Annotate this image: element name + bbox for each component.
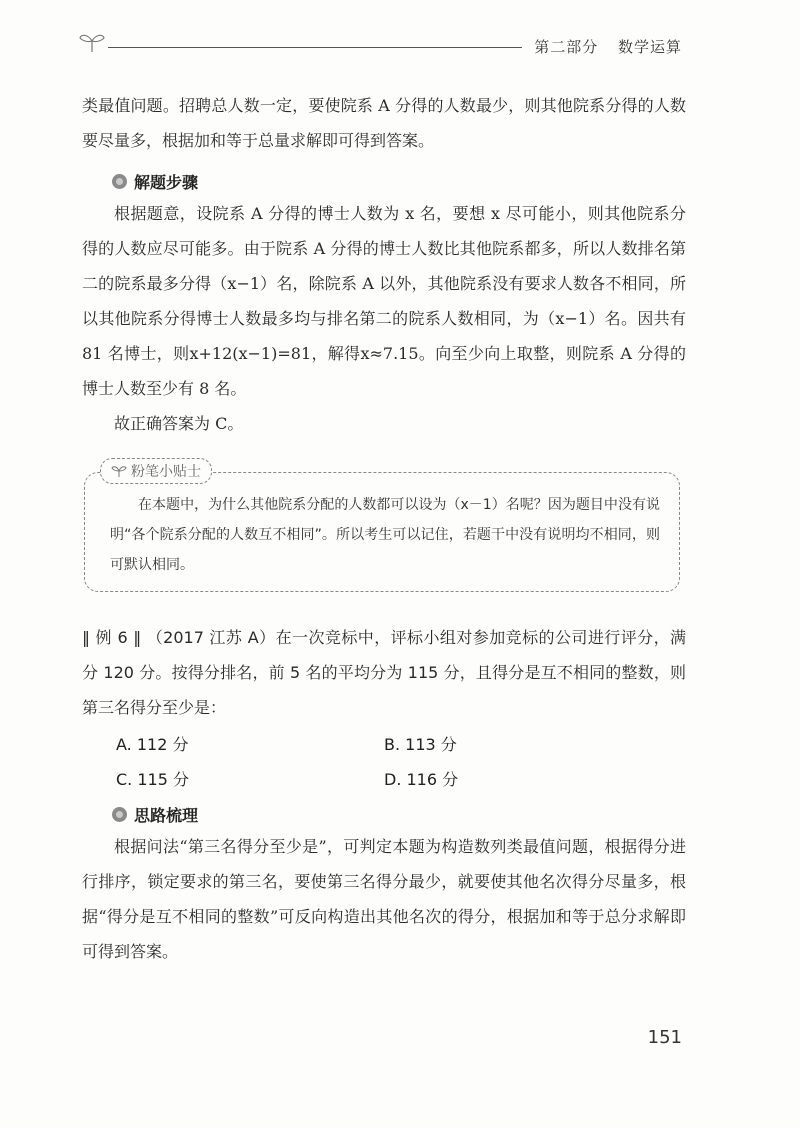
option-a: A. 112 分: [116, 735, 189, 754]
tip-text: 在本题中，为什么其他院系分配的人数都可以设为（x－1）名呢？因为题目中没有说明“各个院系分配的人数互不相同”。所以考生可以记住，若题干中没有说明均不相同，则可默认相同。: [110, 497, 660, 573]
example-bar-right: ‖: [127, 628, 147, 647]
header-part: 第二部分: [534, 38, 599, 56]
option-b: B. 113 分: [384, 735, 457, 754]
example-text: （2017 江苏 A）在一次竞标中，评标小组对参加竞标的公司进行评分，满分 120 分。按得分排名，前 5 名的平均分为 115 分，且得分是互不相同的整数，则第三名得分至少是：: [82, 628, 686, 717]
intro-block: [82, 88, 686, 158]
example-label: 例 6: [95, 628, 128, 647]
answer-line: 故正确答案为 C。: [114, 414, 244, 433]
page-header: [78, 28, 682, 58]
analysis-paragraph: 根据问法“第三名得分至少是”，可判定本题为构造数列类最值问题，根据得分进行排序，锁定要求的第三名，要使第三名得分最少，就要使其他名次得分尽量多，根据“得分是互不相同的整数”可反向构造出其他名次的得分，根据加和等于总分求解即可得到答案。: [82, 837, 686, 961]
page-number: 151: [647, 1027, 682, 1048]
analysis-block: [82, 829, 686, 969]
header-section: [534, 36, 682, 57]
sprout-icon: [78, 30, 106, 54]
sprout-icon: [111, 464, 127, 478]
bullet-icon: [112, 174, 127, 189]
steps-heading: [112, 168, 198, 194]
analysis-heading-text: 思路梳理: [134, 805, 199, 825]
header-rule: [108, 47, 522, 48]
steps-block: [82, 196, 686, 441]
example-bar-left: ‖: [82, 628, 96, 647]
steps-paragraph: 根据题意，设院系 A 分得的博士人数为 x 名，要想 x 尽可能小，则其他院系分得的人数应尽可能多。由于院系 A 分得的博士人数比其他院系都多，所以人数排名第二的院系最多分得（x−1）名，除院系 A 以外，其他院系没有要求人数各不相同，所以其他院系分得博士人数最多均与排名第二的院系人数相同，为（x−1）名。因共有 81 名博士，则x+12(x−1)=81，解得x≈7.15。向至少向上取整，则院系 A 分得的博士人数至少有 8 名。: [82, 204, 686, 398]
tip-tag-text: 粉笔小贴士: [131, 464, 201, 480]
example-block: [82, 620, 686, 725]
intro-paragraph: 类最值问题。招聘总人数一定，要使院系 A 分得的人数最少，则其他院系分得的人数要尽量多，根据加和等于总量求解即可得到答案。: [82, 96, 686, 150]
option-d: D. 116 分: [384, 770, 459, 789]
header-section-title: 数学运算: [617, 38, 682, 56]
bullet-icon: [112, 807, 127, 822]
analysis-heading: [112, 801, 198, 827]
example-paragraph: [82, 620, 686, 725]
tip-tag: [100, 458, 212, 484]
option-c: C. 115 分: [116, 770, 189, 789]
steps-heading-text: 解题步骤: [134, 172, 199, 192]
